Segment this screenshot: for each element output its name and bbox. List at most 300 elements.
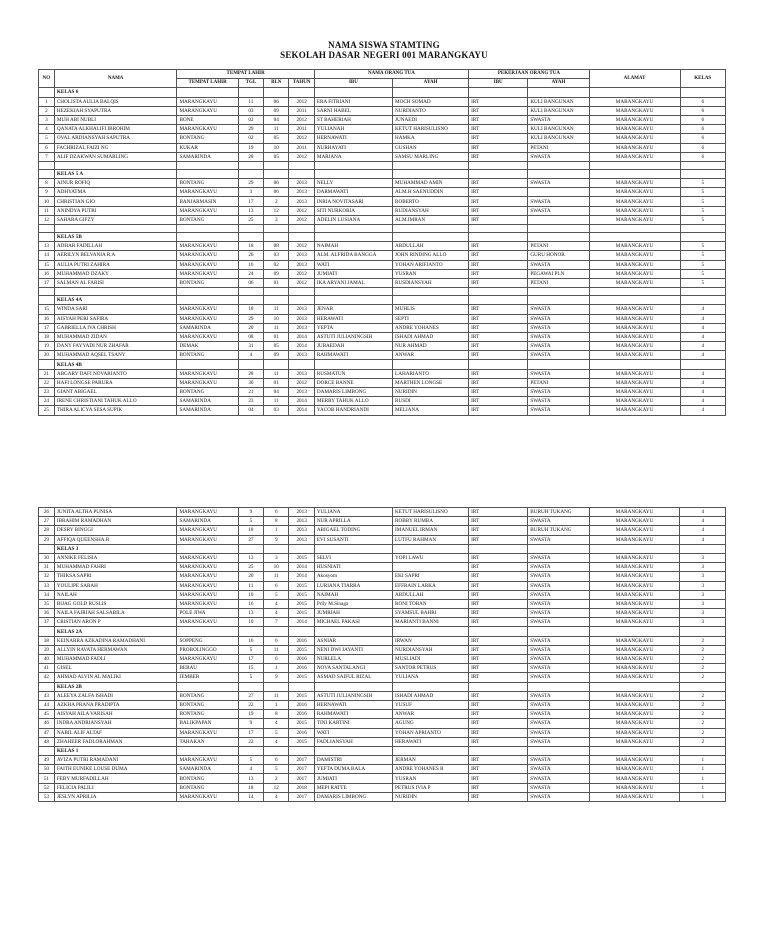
cell-tgl: 18 xyxy=(238,242,263,251)
cell-tgl: 29 xyxy=(238,125,263,134)
section-no-cell xyxy=(39,746,55,755)
empty-cell xyxy=(528,233,589,242)
student-table-bottom xyxy=(38,507,726,802)
empty-cell xyxy=(314,288,392,296)
cell-kelas: 3 xyxy=(680,599,726,608)
cell-kibu: IRT xyxy=(469,251,528,260)
cell-bln: 11 xyxy=(264,125,289,134)
empty-cell xyxy=(177,746,238,755)
cell-ayah: MUHLIS xyxy=(393,305,469,314)
cell-alamat: MARANGKAYU xyxy=(589,572,680,581)
cell-alamat: MARANGKAYU xyxy=(589,260,680,269)
cell-no: 19 xyxy=(39,342,55,351)
col-alamat: ALAMAT xyxy=(589,70,680,88)
cell-kayah: SWASTA xyxy=(528,260,589,269)
empty-cell xyxy=(238,627,263,636)
cell-ayah: MARTHEN LONGSE xyxy=(393,378,469,387)
cell-nama: ADHYATMA xyxy=(54,188,177,197)
cell-bln: 8 xyxy=(264,710,289,719)
cell-tempat: MARANGKAYU xyxy=(177,125,238,134)
cell-no: 1 xyxy=(39,97,55,106)
cell-kelas: 5 xyxy=(680,251,726,260)
table-row xyxy=(39,152,726,161)
cell-ayah: LAHARIANTO xyxy=(393,369,469,378)
cell-tempat: DEMAK xyxy=(177,342,238,351)
table-row xyxy=(39,719,726,728)
cell-ayah: YOHAN ARIFIANTO xyxy=(393,260,469,269)
cell-tempat: MARANGKAYU xyxy=(177,563,238,572)
cell-bln: 2 xyxy=(264,197,289,206)
cell-kelas: 2 xyxy=(680,719,726,728)
table-row xyxy=(39,636,726,645)
cell-ayah: YUSRAN xyxy=(393,269,469,278)
cell-ibu: DAMARIS LIMBONG xyxy=(314,388,392,397)
cell-tgl: 27 xyxy=(238,535,263,544)
cell-bln: 8 xyxy=(264,517,289,526)
cell-no: 49 xyxy=(39,756,55,765)
cell-tempat: MARANGKAYU xyxy=(177,332,238,341)
cell-ayah: MARIANTI BANNI xyxy=(393,618,469,627)
cell-tempat: BONTANG xyxy=(177,179,238,188)
cell-tgl: 18 xyxy=(238,526,263,535)
cell-ibu: NOVA SANTALANGI xyxy=(314,664,392,673)
cell-kibu: IRT xyxy=(469,719,528,728)
cell-nama: AINUR ROFIQ xyxy=(54,179,177,188)
cell-nama: ALIF DZAKWAN SUMARLING xyxy=(54,152,177,161)
student-table-top xyxy=(38,69,726,416)
cell-ayah: ABDULLAH xyxy=(393,590,469,599)
cell-tahun: 2013 xyxy=(289,197,314,206)
cell-alamat: MARANGKAYU xyxy=(589,378,680,387)
cell-kelas: 5 xyxy=(680,242,726,251)
cell-ibu: FADLIANSYAH xyxy=(314,737,392,746)
cell-alamat: MARANGKAYU xyxy=(589,134,680,143)
cell-kibu: IRT xyxy=(469,115,528,124)
cell-nama: ANINDYA PUTRI xyxy=(54,206,177,215)
empty-cell xyxy=(680,233,726,242)
cell-tahun: 2015 xyxy=(289,719,314,728)
cell-tempat: MARANGKAYU xyxy=(177,590,238,599)
cell-nama: THIRA ALICYA SESA SUPIK xyxy=(54,406,177,415)
cell-kibu: IRT xyxy=(469,636,528,645)
cell-ayah: MUSLIADI xyxy=(393,655,469,664)
cell-tempat: MARANGKAYU xyxy=(177,314,238,323)
cell-kelas: 2 xyxy=(680,728,726,737)
cell-nama: IBRAHIM RAMADHAN xyxy=(54,517,177,526)
cell-ayah: ANDRE YOHANES xyxy=(393,323,469,332)
cell-nama: AERILYN BELVANIA R.A xyxy=(54,251,177,260)
empty-cell xyxy=(238,296,263,305)
cell-ibu: ALM. ALFRIDA BANGGA xyxy=(314,251,392,260)
col-kelas: KELAS xyxy=(680,70,726,88)
cell-ibu: HERNAWATI xyxy=(314,700,392,709)
table-row xyxy=(39,242,726,251)
cell-ayah: MOCH SOMAD xyxy=(393,97,469,106)
col-ibu: IBU xyxy=(314,79,392,88)
empty-cell xyxy=(289,88,314,97)
cell-nama: FAITH EUNIKE LOUSE DUMA xyxy=(54,765,177,774)
cell-nama: HEZEKIAH SYAPUTRA xyxy=(54,106,177,115)
cell-kayah: SWASTA xyxy=(528,553,589,562)
cell-kayah: SWASTA xyxy=(528,535,589,544)
cell-kayah: KULI BANGUNAN xyxy=(528,134,589,143)
cell-nama: HAFI LONGSE PARURA xyxy=(54,378,177,387)
cell-ibu: YEPTA xyxy=(314,323,392,332)
cell-alamat: MARANGKAYU xyxy=(589,106,680,115)
cell-alamat: MARANGKAYU xyxy=(589,323,680,332)
cell-alamat: MARANGKAYU xyxy=(589,609,680,618)
cell-alamat: MARANGKAYU xyxy=(589,517,680,526)
cell-tempat: BANJARMASIN xyxy=(177,197,238,206)
cell-kayah: SWASTA xyxy=(528,609,589,618)
empty-cell xyxy=(264,88,289,97)
cell-kelas: 4 xyxy=(680,332,726,341)
cell-tahun: 2013 xyxy=(289,526,314,535)
col-ttl: TEMPAT LAHIR xyxy=(177,70,314,79)
cell-tahun: 2011 xyxy=(289,125,314,134)
cell-alamat: MARANGKAYU xyxy=(589,590,680,599)
cell-no: 35 xyxy=(39,599,55,608)
cell-kibu: IRT xyxy=(469,756,528,765)
cell-ibu: JUBAEDAH xyxy=(314,342,392,351)
cell-tgl: 17 xyxy=(238,728,263,737)
cell-kayah: SWASTA xyxy=(528,563,589,572)
cell-alamat: MARANGKAYU xyxy=(589,673,680,682)
cell-tahun: 2016 xyxy=(289,700,314,709)
cell-no: 48 xyxy=(39,737,55,746)
cell-nama: AZKHA PRANA PRADIPTA xyxy=(54,700,177,709)
cell-bln: 06 xyxy=(264,179,289,188)
empty-cell xyxy=(528,296,589,305)
cell-tgl: 16 xyxy=(238,260,263,269)
cell-ibu: JUMIATI xyxy=(314,774,392,783)
cell-ibu: RAHMAWATI xyxy=(314,351,392,360)
cell-bln: 04 xyxy=(264,388,289,397)
cell-bln: 3 xyxy=(264,553,289,562)
cell-kelas: 1 xyxy=(680,765,726,774)
empty-cell xyxy=(469,296,528,305)
cell-ibu: TINI KARTINI xyxy=(314,719,392,728)
cell-ayah: AGUNG xyxy=(393,719,469,728)
empty-cell xyxy=(393,88,469,97)
cell-bln: 6 xyxy=(264,636,289,645)
col-no: NO xyxy=(39,70,55,88)
empty-cell xyxy=(393,169,469,178)
cell-kelas: 1 xyxy=(680,756,726,765)
cell-nama: ZHAHEER FADLORAHMAN xyxy=(54,737,177,746)
table-row xyxy=(39,251,726,260)
table-row xyxy=(39,553,726,562)
table-row xyxy=(39,260,726,269)
cell-no: 2 xyxy=(39,106,55,115)
cell-tahun: 2015 xyxy=(289,737,314,746)
empty-cell xyxy=(393,161,469,169)
cell-no: 12 xyxy=(39,215,55,224)
cell-no: 28 xyxy=(39,526,55,535)
cell-tempat: MARANGKAYU xyxy=(177,572,238,581)
cell-bln: 6 xyxy=(264,756,289,765)
section-no-cell xyxy=(39,233,55,242)
cell-kibu: IRT xyxy=(469,188,528,197)
cell-nama: FELICIA PALILI xyxy=(54,783,177,792)
cell-kayah: BURUH TUKANG xyxy=(528,508,589,517)
cell-ayah: YUSUF xyxy=(393,700,469,709)
empty-cell xyxy=(589,627,680,636)
empty-cell xyxy=(289,161,314,169)
cell-tgl: 13 xyxy=(238,774,263,783)
cell-nama: AFFIQA QUEENSHA.R xyxy=(54,535,177,544)
empty-cell xyxy=(314,88,392,97)
empty-cell xyxy=(589,225,680,233)
table-row xyxy=(39,278,726,287)
cell-tempat: MARANGKAYU xyxy=(177,553,238,562)
cell-tempat: BONTANG xyxy=(177,134,238,143)
cell-kibu: IRT xyxy=(469,517,528,526)
cell-kibu: IRT xyxy=(469,645,528,654)
cell-nama: CHOLISTA AULIA BALQIS xyxy=(54,97,177,106)
table-row xyxy=(39,774,726,783)
cell-alamat: MARANGKAYU xyxy=(589,188,680,197)
cell-tgl: 24 xyxy=(238,269,263,278)
cell-ibu: INRIA NOVITASARI xyxy=(314,197,392,206)
section-no-cell xyxy=(39,169,55,178)
cell-ibu: MICHAEL PAKASI xyxy=(314,618,392,627)
cell-kelas: 2 xyxy=(680,700,726,709)
empty-cell xyxy=(528,746,589,755)
cell-kibu: IRT xyxy=(469,397,528,406)
empty-cell xyxy=(528,627,589,636)
cell-kayah: SWASTA xyxy=(528,305,589,314)
empty-cell xyxy=(680,746,726,755)
empty-cell xyxy=(680,288,726,296)
empty-cell xyxy=(680,161,726,169)
cell-tgl: 17 xyxy=(238,655,263,664)
cell-kayah: SWASTA xyxy=(528,206,589,215)
table-row xyxy=(39,134,726,143)
empty-cell xyxy=(393,288,469,296)
cell-no: 39 xyxy=(39,645,55,654)
cell-kayah: SWASTA xyxy=(528,636,589,645)
cell-nama: DESRY BINGGI xyxy=(54,526,177,535)
section-no-cell xyxy=(39,627,55,636)
table-row xyxy=(39,397,726,406)
cell-kibu: IRT xyxy=(469,618,528,627)
cell-ayah: RUSDI xyxy=(393,397,469,406)
cell-kibu: IRT xyxy=(469,664,528,673)
cell-no: 18 xyxy=(39,332,55,341)
cell-tahun: 2014 xyxy=(289,618,314,627)
cell-nama: GIANT ABIGAEL xyxy=(54,388,177,397)
cell-tahun: 2015 xyxy=(289,609,314,618)
empty-cell xyxy=(314,544,392,553)
empty-cell xyxy=(39,161,55,169)
cell-ayah: SAMSU MARLING xyxy=(393,152,469,161)
cell-kelas: 3 xyxy=(680,572,726,581)
empty-cell xyxy=(54,161,177,169)
cell-alamat: MARANGKAYU xyxy=(589,508,680,517)
empty-cell xyxy=(264,746,289,755)
cell-alamat: MARANGKAYU xyxy=(589,737,680,746)
col-bln: BLN xyxy=(264,79,289,88)
cell-ayah: ANDRE YOHANES R xyxy=(393,765,469,774)
cell-tgl: 23 xyxy=(238,397,263,406)
cell-tempat: BONTANG xyxy=(177,691,238,700)
cell-tempat: MARANGKAYU xyxy=(177,618,238,627)
cell-ibu: NURLELA xyxy=(314,655,392,664)
cell-kibu: IRT xyxy=(469,197,528,206)
cell-alamat: MARANGKAYU xyxy=(589,97,680,106)
cell-no: 37 xyxy=(39,618,55,627)
cell-tgl: 29 xyxy=(238,314,263,323)
cell-tgl: 11 xyxy=(238,581,263,590)
section-label: KELAS 5 A xyxy=(54,169,177,178)
cell-kayah: SWASTA xyxy=(528,700,589,709)
table-row xyxy=(39,526,726,535)
cell-kelas: 4 xyxy=(680,378,726,387)
cell-tgl: 18 xyxy=(238,305,263,314)
empty-cell xyxy=(528,544,589,553)
section-header-row xyxy=(39,169,726,178)
cell-nama: MUHAMMAD AQSEL TSANY xyxy=(54,351,177,360)
empty-cell xyxy=(289,627,314,636)
cell-ibu: EVI SUSANTI xyxy=(314,535,392,544)
cell-tahun: 2013 xyxy=(289,314,314,323)
cell-tahun: 2013 xyxy=(289,351,314,360)
cell-tahun: 2015 xyxy=(289,599,314,608)
cell-kibu: IRT xyxy=(469,378,528,387)
col-kerja-ayah: AYAH xyxy=(528,79,589,88)
cell-bln: 4 xyxy=(264,599,289,608)
empty-cell xyxy=(393,296,469,305)
cell-tempat: BONTANG xyxy=(177,783,238,792)
cell-tahun: 2011 xyxy=(289,106,314,115)
cell-tgl: 5 xyxy=(238,517,263,526)
cell-no: 15 xyxy=(39,260,55,269)
cell-alamat: MARANGKAYU xyxy=(589,388,680,397)
cell-kelas: 2 xyxy=(680,655,726,664)
cell-kelas: 3 xyxy=(680,563,726,572)
cell-ibu: Akosyom xyxy=(314,572,392,581)
cell-alamat: MARANGKAYU xyxy=(589,535,680,544)
cell-nama: SALMAN AL FARISI xyxy=(54,278,177,287)
cell-alamat: MARANGKAYU xyxy=(589,197,680,206)
empty-cell xyxy=(589,682,680,691)
cell-nama: OVAL ARDIANSYAH SAPUTRA xyxy=(54,134,177,143)
cell-ayah: ROBERTO xyxy=(393,197,469,206)
cell-tempat: SAMARINDA xyxy=(177,406,238,415)
cell-no: 38 xyxy=(39,636,55,645)
cell-nama: AISYAH AILA VARISAH xyxy=(54,710,177,719)
cell-kibu: IRT xyxy=(469,406,528,415)
cell-ayah: JUNAEDI xyxy=(393,115,469,124)
cell-ayah: MELIANA xyxy=(393,406,469,415)
cell-kibu: IRT xyxy=(469,106,528,115)
section-label: KELAS 6 xyxy=(54,88,177,97)
cell-tahun: 2016 xyxy=(289,636,314,645)
table-row xyxy=(39,406,726,415)
cell-tempat: MARANGKAYU xyxy=(177,305,238,314)
table-row xyxy=(39,97,726,106)
cell-kayah: SWASTA xyxy=(528,783,589,792)
col-tempat: TEMPAT LAHIR xyxy=(177,79,238,88)
table-row xyxy=(39,765,726,774)
cell-tahun: 2012 xyxy=(289,134,314,143)
cell-alamat: MARANGKAYU xyxy=(589,553,680,562)
cell-ayah: RUDIANSYAH xyxy=(393,206,469,215)
cell-bln: 05 xyxy=(264,342,289,351)
cell-kayah xyxy=(528,215,589,224)
cell-kayah: KULI BANGUNAN xyxy=(528,106,589,115)
cell-kibu: IRT xyxy=(469,278,528,287)
cell-no: 41 xyxy=(39,664,55,673)
empty-cell xyxy=(589,169,680,178)
cell-tgl: 20 xyxy=(238,572,263,581)
cell-alamat: MARANGKAYU xyxy=(589,655,680,664)
cell-kelas: 3 xyxy=(680,609,726,618)
section-no-cell xyxy=(39,88,55,97)
cell-tahun: 2013 xyxy=(289,323,314,332)
empty-cell xyxy=(528,682,589,691)
table-row xyxy=(39,143,726,152)
cell-kayah: SWASTA xyxy=(528,397,589,406)
cell-tgl: 22 xyxy=(238,700,263,709)
cell-kibu: IRT xyxy=(469,673,528,682)
cell-ibu: YEFTA DUMA BALA xyxy=(314,765,392,774)
empty-cell xyxy=(680,296,726,305)
table-row xyxy=(39,197,726,206)
cell-tempat: SAMARINDA xyxy=(177,323,238,332)
cell-alamat: MARANGKAYU xyxy=(589,599,680,608)
cell-ayah: ALM.IMRAN xyxy=(393,215,469,224)
cell-tempat: BONTANG xyxy=(177,710,238,719)
cell-tahun: 2015 xyxy=(289,553,314,562)
cell-kibu: IRT xyxy=(469,710,528,719)
cell-ibu: JUMRIAH xyxy=(314,609,392,618)
cell-bln: 08 xyxy=(264,242,289,251)
cell-tgl: 18 xyxy=(238,783,263,792)
cell-ibu: MEPI RATTE xyxy=(314,783,392,792)
cell-kelas: 5 xyxy=(680,215,726,224)
empty-cell xyxy=(238,288,263,296)
cell-tempat: MARANGKAYU xyxy=(177,526,238,535)
cell-kayah: PEGAWAI PLN xyxy=(528,269,589,278)
cell-tahun: 2016 xyxy=(289,655,314,664)
empty-cell xyxy=(469,360,528,369)
cell-tgl: 27 xyxy=(238,691,263,700)
cell-ibu: DAMISTRI xyxy=(314,756,392,765)
table-row xyxy=(39,645,726,654)
cell-tahun: 2013 xyxy=(289,260,314,269)
cell-tempat: JEMBER xyxy=(177,673,238,682)
cell-tahun: 2013 xyxy=(289,305,314,314)
empty-cell xyxy=(589,288,680,296)
cell-nama: INDRA ANDRIANSYAH xyxy=(54,719,177,728)
cell-nama: CHRISTIAN GIO xyxy=(54,197,177,206)
cell-ayah: KETUT HARISULISNO xyxy=(393,508,469,517)
cell-bln: 5 xyxy=(264,728,289,737)
cell-ibu: ASTUTI JULIANINGSIH xyxy=(314,332,392,341)
cell-ibu: MERRY TAHUK ALLO xyxy=(314,397,392,406)
cell-kayah: PETANI xyxy=(528,378,589,387)
empty-cell xyxy=(238,682,263,691)
cell-ayah: PETRUS IVIA P xyxy=(393,783,469,792)
cell-kelas: 3 xyxy=(680,618,726,627)
table-body xyxy=(39,508,726,802)
cell-nama: ABGARY DAFI NOVARIANTO xyxy=(54,369,177,378)
cell-nama: ADHAR FADILLAH xyxy=(54,242,177,251)
cell-tempat: MARANGKAYU xyxy=(177,369,238,378)
cell-kelas: 6 xyxy=(680,115,726,124)
